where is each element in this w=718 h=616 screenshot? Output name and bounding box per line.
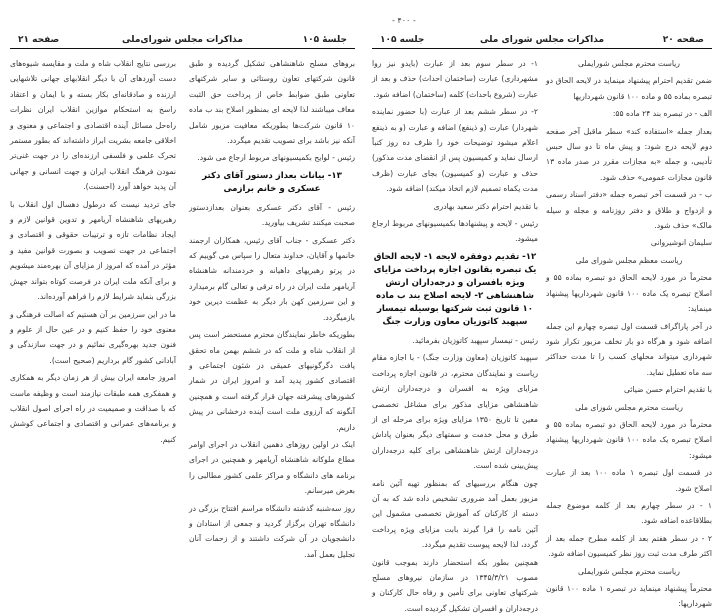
- session-number: جلسهٔ ۱۰۵: [302, 35, 347, 45]
- paragraph: روز سه‌شنبه گذشته دانشگاه مراسم افتتاح بزرگی در دانشگاه تهران برگزار گردید و جمعی از استادان و دانشجویان در آن شرکت داشتند و از زحمات آنان تجلیل بعمل آمد.: [189, 503, 355, 559]
- paragraph: جای تردید نیست که درطول دهسال اول انقلاب با رهبریهای شاهنشاه آریامهر و تدوین قوانین لازم و ایجاد نظامات تازه و ترتیبات حقوقی و اقتصادی و اجتماعی در جهت تصویب و بصورت قوانین مفید و مؤثر در آمده که امروز از مزایای آن بهره‌مند میشویم و برای آنکه ملت ایران در فرصت کوتاه بتواند جهش بزرگی بنماید شرایط لازم را فراهم آورده‌اند.: [10, 199, 176, 302]
- left-page: [10, 34, 355, 594]
- paragraph: در قسمت اول تبصره ۱ ماده ۱۰۰ بعد از عبارت اصلاح شود.: [546, 468, 712, 493]
- paragraph: الف - در تبصره بند ۲۴ ماده ۵۵:: [612, 109, 712, 119]
- address-line: ریاست محترم مجلس شورای ملی: [575, 402, 683, 412]
- page-header: [10, 34, 355, 49]
- page-header: [372, 34, 712, 49]
- paragraph: محترماً در مورد لایحه الحاق دو تبصره بماده ۵۵ و اصلاح تبصره یک ماده ۱۰۰ قانون شهرداریها پیشنهاد میشود:: [546, 419, 712, 460]
- right-page: [372, 34, 712, 613]
- paragraph: بطوریکه خاطر نمایندگان محترم مستحضر است پس از انقلاب شاه و ملت که در ششم بهمن ماه تحقق یافت دگرگونیهای عمیقی در شئون اجتماعی و اقتصادی کشور پدید آمد و امروز ایران در شمار کشورهای پیشرفته جهان قرار گرفته است و همچنین آنگونه که آرزوی ملت است آینده درخشانی در پیش داریم.: [189, 330, 355, 432]
- text-column-left: [372, 56, 539, 613]
- paragraph: محترماً پیشنهاد مینماید در تبصره ۱ ماده ۱۰۰ قانون شهرداریها:: [546, 584, 712, 609]
- paragraph: بررسی نتایج انقلاب شاه و ملت و مقایسه شیوه‌های دست آوردهای آن با دیگر انقلابهای جهانی تلاشهایی ارزنده و صادقانه‌ای بکار بسته و با ایمان و اعتقاد راسخ به استحکام موازین انقلاب ایران نظرات راه‌حل مسائل آینده اقتصادی و اجتماعی و معنوی و اخلاقی جامعه بشریت ابراز داشته‌اند که بطور مستمر تحرک علمی و فلسفی ارزنده‌ای را در جهت غنی‌تر نمودن فرهنگ انقلاب ایران و جهت انسانی و جهانی آن پدید خواهد آورد (احسنت).: [10, 59, 176, 192]
- address-line: ریاست محترم مجلس شورایملی: [578, 566, 680, 576]
- text-column-right: [546, 56, 712, 609]
- paragraph: بعداز جمله «استفاده کند» سطر ماقبل آخر صفحه دوم لایحه درج شود: و پیش ماه تا دو سال حبس تأدیبی، و جمله «به مجازات مقرر در صدر ماده ۱۳ قانون مجازات عمومی» حذف شود.: [546, 126, 712, 182]
- paragraph: سپهبد کاتوزیان (معاون وزارت جنگ) - با اجازه مقام ریاست و نمایندگان محترم، در قانون اجازه پرداخت مزایای ویژه به افسران و درجه‌داران ارتش شاهنشاهی مزایای مذکور برای مشاغل تخصصی معین تا تاریخ ۱۳۵۰ مزایای ویژه برای مرحله ای از طرق و محل خدمت و سمتهای دیگر بعنوان پاداش درجه‌داران ارتش شاهنشاهی برای کلیه درجه‌داران پیش‌بینی شده است.: [372, 353, 538, 471]
- paragraph: دکتر عسکری - جناب آقای رئیس، همکاران ارجمند خانمها و آقایان، خداوند متعال را سپاس می گوییم که در پرتو رهبریهای داهیانه و خردمندانه شاهنشاه آریامهر ملت ایران در راه ترقی و تعالی گام برمیدارد و این سرزمین کهن بار دیگر به عظمت دیرین خود بازمیگردد.: [189, 235, 355, 322]
- paragraph: رئیس - لایحه و پیشنهادها بکمیسیونهای مربوط ارجاع میشود.: [372, 219, 538, 244]
- running-title: مذاکرات مجلس شورای‌ملی: [122, 35, 243, 45]
- paragraph: ضمن تقدیم احترام پیشنهاد مینماید در لایحه الحاق دو تبصره بماده ۵۵ و ماده ۱۰۰ قانون شهرداریها: [546, 76, 712, 101]
- signature-line: سلیمان انوشیروانی: [650, 238, 712, 248]
- text-column-right: [189, 56, 355, 594]
- paragraph: ۲ - در سطر هفتم بعد از کلمه مطرح جمله بعد از اکثر طرف مدت ثبت روز نظر کمیسیون اضافه شود.: [546, 533, 712, 559]
- paragraph: بروهای مسلح شاهنشاهی تشکیل گردیده و طبق قانون شرکتهای تعاون روستائی و سایر شرکتهای تعاونی طبق ضوابط خاص از پرداخت حق الثبت معاف میباشند لذا لایحه ای بمنظور اصلاح بند ب ماده ۱۰ قانون شرکت‌ها بطوریکه معافیت مزبور شامل آنکه نیز باشد برای تصویب تقدیم میگردد.: [189, 59, 355, 146]
- paragraph: چون هنگام بررسیهای که بمنظور تهیه آئین نامه مزبور بعمل آمد ضروری تشخیص داده شد که به آن دسته از کارکنان که آموزش تخصصی مشمول این آئین نامه را فرا گیرند بابت مزایای ویژه پرداخت گردد، لذا لایحه پیوست تقدیم میگردد.: [372, 478, 538, 550]
- paragraph: در آخر پاراگراف قسمت اول تبصره چهارم این جمله اضافه شود و هرگاه دو بار تخلف مزبور تکرار شود شهرداری میتواند محلهای کسب را تا مدت حداکثر سه ماه تعطیل نماید.: [546, 321, 712, 377]
- paragraph: رئیس - آقای دکتر عسکری بعنوان بعدازدستور صحبت میکنند تشریف بیاورید.: [189, 202, 355, 228]
- signature-line: با تقدیم احترام حسن ضیائی: [623, 385, 712, 395]
- address-line: ریاست معظم مجلس شورای ملی: [575, 255, 683, 265]
- address-line: ریاست محترم مجلس شورایملی: [578, 59, 680, 68]
- paragraph: اینک در اولین روزهای دهمین انقلاب در اجرای اوامر مطاع ملوکانه شاهنشاه آریامهر و همچنین در اجرای برنامه های دانشگاه و مراکز علمی کشور مطالبی را بعرض میرسانم.: [189, 439, 355, 496]
- section-heading: ۱۲- تقدیم دوفقره لایحه ۱- لایحه الحاق یک تبصره بقانون اجازه پرداخت مزایای ویژه بافسران و درجه‌داران ارتش شاهنشاهی ۲- لایحه اصلاح بند ب ماده ۱۰ قانون ثبت شرکتها بوسیله تیمسار سپهبد کاتوزیان معاون وزارت جنگ: [373, 251, 537, 327]
- signature-line: با تقدیم احترام دکتر سعید بهادری: [433, 201, 538, 211]
- paragraph: همچنین بطور بکه استحضار دارند بموجب قانون مصوب ۱۳۴۵/۳/۲۱ در سازمان نیروهای مسلح شرکتهای تعاونی برای تأمین و رفاه حال کارکنان و درجه‌داران و افسران تشکیل گردیده است.: [372, 557, 539, 613]
- paragraph: رئیس - تیمسار سپهبد کاتوزیان بفرمائید.: [412, 335, 538, 345]
- page-stamp: - ۴۰۰ -: [392, 16, 416, 25]
- paragraph: رئیس - لوایح بکمیسیونهای مربوط ارجاع می شود.: [197, 153, 355, 163]
- paragraph: امروز جامعه ایران بیش از هر زمان دیگر به همکاری و همفکری همه طبقات نیازمند است و وظیفه ماست که با صداقت و صمیمیت در راه اجرای اصول انقلاب و برنامه‌های عمرانی و اقتصادی و اجتماعی کوشش کنیم.: [10, 373, 176, 444]
- paragraph: ۱- در سطر سوم بعد از عبارت (بایدو نیز روا مشهرداری) عبارت (ساختمان احداث) حذف و بعد از عبارت (شروع باحداث) کلمه (ساختمان) اضافه شود.: [372, 59, 538, 99]
- paragraph: ۲- در سطر ششم بعد از عبارت (با حضور نماینده شهردار) عبارت (و ذینفع) اضافه و عبارت (و به ذینفع اعلام میشود توضیحات خود را ظرف ده روز کتباً ارسال نماید و کمیسیون پس از انقضای مدت مذکور) حذف و عبارت (و کمیسیون) بجای عبارت (ظرف مدت یکماه تصمیم لازم اتخاذ میکند) اضافه شود.: [372, 107, 538, 194]
- paragraph: ما در این سرزمین بر آن هستیم که اصالت فرهنگی و معنوی خود را حفظ کنیم و در عین حال از علوم و فنون جدید بهره‌گیری نمائیم و در جهت سازندگی و آبادانی کشور گام برداریم (صحیح است).: [10, 309, 176, 365]
- page-number: صفحه ۲۱: [18, 35, 60, 45]
- session-number: جلسه ۱۰۵: [380, 35, 425, 45]
- paragraph: محترماً در مورد لایحه الحاق دو تبصره بماده ۵۵ و اصلاح تبصره یک ماده ۱۰۰ قانون شهرداریها پیشنهاد مینماید:: [546, 273, 712, 314]
- paragraph: ۱ - در سطر چهارم بعد از کلمه موضوع جمله بطلاقاعده اضافه شود.: [546, 500, 712, 526]
- text-column-left: [10, 56, 176, 594]
- paragraph: ب - در قسمت آخر تبصره جمله «دفتر اسناد رسمی و ازدواج و طلاق و دفتر روزنامه و مجله و سیله مالک» حذف شود.: [546, 190, 712, 231]
- section-heading: ۱۳- بیانات بعداز دستور آقای دکتر عسکری و خانم برازمی: [202, 170, 342, 194]
- page-number: صفحه ۲۰: [662, 35, 704, 45]
- running-title: مذاکرات مجلس شورای ملی: [479, 35, 605, 45]
